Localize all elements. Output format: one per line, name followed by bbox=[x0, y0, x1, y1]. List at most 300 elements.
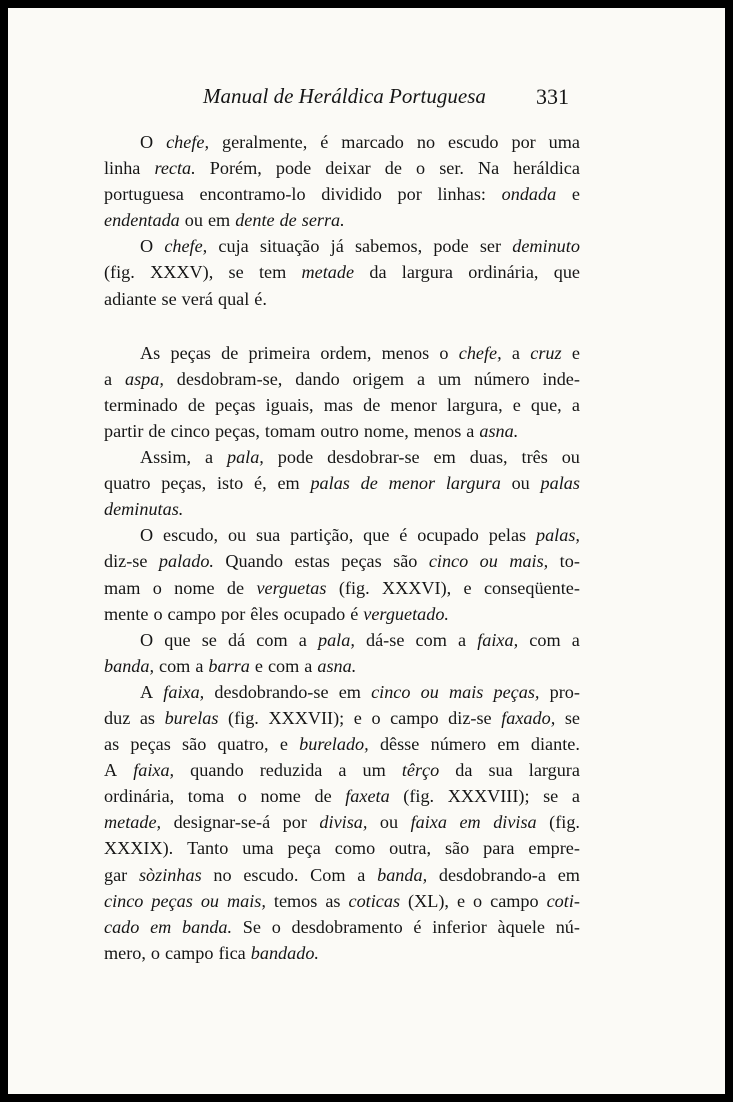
word: toma bbox=[187, 786, 225, 807]
word: palas, bbox=[535, 525, 580, 546]
word: e bbox=[571, 184, 580, 205]
word: pode bbox=[277, 447, 314, 468]
word: mais, bbox=[227, 890, 266, 911]
text-line bbox=[104, 155, 580, 181]
word: largura bbox=[528, 760, 580, 781]
text-line bbox=[104, 392, 580, 418]
text-line bbox=[104, 575, 580, 601]
word: número bbox=[474, 368, 530, 389]
word: pro- bbox=[549, 681, 580, 702]
word: e bbox=[463, 577, 472, 598]
word: de bbox=[187, 394, 206, 415]
word: número bbox=[430, 734, 487, 755]
word: o bbox=[152, 577, 162, 598]
word: de bbox=[226, 577, 245, 598]
word: cruz bbox=[530, 342, 562, 363]
word: é bbox=[399, 525, 408, 546]
word: ou bbox=[227, 525, 247, 546]
word: de bbox=[360, 473, 378, 494]
text-line bbox=[104, 496, 580, 522]
word: e bbox=[279, 734, 288, 755]
text-line bbox=[104, 862, 580, 888]
text-line bbox=[104, 940, 580, 966]
word: empre- bbox=[528, 838, 580, 859]
word: sabemos, bbox=[354, 236, 423, 257]
word: de bbox=[384, 158, 402, 179]
word: de bbox=[221, 342, 239, 363]
word: adiante bbox=[104, 288, 157, 309]
word: o bbox=[439, 342, 449, 363]
word: peças, bbox=[161, 473, 207, 494]
word: ocupado bbox=[417, 525, 479, 546]
word: verguetas bbox=[256, 577, 327, 598]
word: burelas bbox=[164, 707, 219, 728]
word: que, bbox=[530, 394, 562, 415]
word: já bbox=[330, 236, 344, 257]
word: êles bbox=[250, 603, 279, 624]
word: aspa, bbox=[124, 368, 164, 389]
word: se bbox=[543, 786, 559, 807]
word: deminuto bbox=[512, 236, 580, 257]
word: inferior bbox=[432, 916, 487, 937]
word: peças bbox=[341, 551, 382, 572]
text-line bbox=[104, 259, 580, 285]
word: (fig. bbox=[549, 812, 580, 833]
word: com bbox=[267, 655, 300, 676]
text-line bbox=[104, 548, 580, 574]
word: ordinária, bbox=[104, 786, 175, 807]
word: recta. bbox=[154, 158, 196, 179]
word: ou bbox=[561, 447, 580, 468]
word: asna. bbox=[479, 420, 519, 441]
word: são bbox=[182, 734, 207, 755]
word: asna. bbox=[317, 655, 357, 676]
word: menor bbox=[388, 473, 436, 494]
word: mais, bbox=[509, 551, 549, 572]
word: isto bbox=[216, 473, 244, 494]
word: palas bbox=[310, 473, 350, 494]
word: peça bbox=[287, 838, 321, 859]
text-line bbox=[104, 627, 580, 653]
word: se bbox=[564, 707, 580, 728]
word: dando bbox=[295, 368, 340, 389]
word: O bbox=[140, 525, 154, 546]
word: ordem, bbox=[320, 342, 372, 363]
word: cado bbox=[104, 916, 140, 937]
text-line bbox=[104, 470, 580, 496]
word: XXXIX). bbox=[104, 838, 174, 859]
word: pode bbox=[275, 158, 312, 179]
word: XXXVII); bbox=[268, 707, 345, 728]
word: que bbox=[363, 525, 390, 546]
word: em bbox=[459, 812, 481, 833]
word: partição, bbox=[290, 525, 354, 546]
word: a bbox=[466, 420, 475, 441]
word: é bbox=[413, 916, 422, 937]
word: o bbox=[416, 158, 426, 179]
word: a bbox=[304, 655, 313, 676]
word: Na bbox=[478, 158, 500, 179]
word: deixar bbox=[325, 158, 371, 179]
word: o bbox=[271, 916, 281, 937]
word: a bbox=[104, 368, 113, 389]
word: linhas: bbox=[437, 184, 486, 205]
word: endentada bbox=[104, 210, 180, 231]
word: diante. bbox=[530, 734, 580, 755]
word: nome, bbox=[363, 420, 409, 441]
word: são bbox=[444, 838, 470, 859]
word: estas bbox=[294, 551, 330, 572]
word: portuguesa bbox=[104, 184, 184, 205]
word: pode bbox=[433, 236, 469, 257]
word: peças bbox=[151, 890, 193, 911]
word: por bbox=[397, 184, 422, 205]
text-line bbox=[104, 207, 580, 233]
word: e bbox=[254, 655, 263, 676]
word: encontramo-lo bbox=[199, 184, 306, 205]
word: deminutas. bbox=[104, 499, 184, 520]
word: menos bbox=[413, 420, 462, 441]
word: o bbox=[237, 786, 247, 807]
word: as bbox=[104, 734, 120, 755]
word: dente bbox=[235, 210, 275, 231]
word: campo bbox=[390, 707, 439, 728]
text-line bbox=[104, 418, 580, 444]
word: se bbox=[201, 629, 217, 650]
word: peças, bbox=[493, 681, 540, 702]
word: com bbox=[529, 629, 561, 650]
word: a bbox=[511, 342, 520, 363]
word: sua bbox=[488, 760, 513, 781]
word: quatro, bbox=[217, 734, 269, 755]
word: o bbox=[371, 707, 381, 728]
word: peças bbox=[215, 394, 256, 415]
word: outra, bbox=[389, 838, 432, 859]
word: chefe, bbox=[458, 342, 502, 363]
word: ou bbox=[420, 681, 439, 702]
word: heráldica bbox=[513, 158, 580, 179]
word: nú- bbox=[555, 916, 580, 937]
word: Porém, bbox=[209, 158, 262, 179]
word: conseqüente- bbox=[483, 577, 580, 598]
word: qual bbox=[217, 288, 250, 309]
word: por bbox=[282, 812, 307, 833]
word: desdobrando-a bbox=[438, 864, 546, 885]
word: peças bbox=[170, 342, 211, 363]
word: faixa, bbox=[477, 629, 519, 650]
word: O bbox=[140, 236, 154, 257]
word: e bbox=[456, 890, 466, 911]
word: mam bbox=[104, 577, 141, 598]
word: dá-se bbox=[366, 629, 405, 650]
text-line bbox=[104, 286, 580, 312]
word: XXXV), bbox=[150, 262, 214, 283]
text-line bbox=[104, 914, 580, 940]
word: serra. bbox=[301, 210, 345, 231]
text-line bbox=[104, 835, 580, 861]
word: desdobrar-se bbox=[327, 447, 420, 468]
word: primeira bbox=[248, 342, 311, 363]
word: ondada bbox=[501, 184, 557, 205]
word: menos bbox=[381, 342, 430, 363]
word: de bbox=[148, 420, 166, 441]
word: cinco bbox=[371, 681, 411, 702]
word: bandado. bbox=[250, 942, 319, 963]
word: diz-se bbox=[104, 551, 148, 572]
word: o bbox=[473, 890, 483, 911]
word: faixa, bbox=[133, 760, 175, 781]
word: Assim, bbox=[140, 447, 192, 468]
text-line bbox=[104, 783, 580, 809]
word: dêsse bbox=[379, 734, 420, 755]
word: XXXVI), bbox=[381, 577, 452, 598]
word: com bbox=[159, 655, 191, 676]
word: ou bbox=[200, 890, 219, 911]
word: cinco bbox=[428, 551, 469, 572]
word: reduzida bbox=[259, 760, 323, 781]
running-title: Manual de Heráldica Portuguesa bbox=[203, 84, 486, 108]
word: coti- bbox=[546, 890, 580, 911]
word: coticas bbox=[348, 890, 401, 911]
word: e bbox=[353, 707, 362, 728]
word: como bbox=[334, 838, 376, 859]
word: faixa bbox=[410, 812, 447, 833]
word: O bbox=[140, 132, 154, 152]
word: faxado, bbox=[501, 707, 556, 728]
word: menor bbox=[390, 394, 437, 415]
word: terminado bbox=[104, 394, 178, 415]
word: a bbox=[571, 786, 580, 807]
word: designar-se-á bbox=[173, 812, 271, 833]
word: cinco bbox=[104, 890, 144, 911]
word: mais bbox=[448, 681, 484, 702]
word: as bbox=[325, 890, 341, 911]
word: e bbox=[512, 394, 521, 415]
word: situação bbox=[259, 236, 320, 257]
word: faixa, bbox=[163, 681, 205, 702]
word: palado. bbox=[158, 551, 214, 572]
word: tem bbox=[258, 262, 287, 283]
text-line bbox=[104, 233, 580, 259]
word: outro bbox=[320, 420, 359, 441]
word: desdobrando-se bbox=[214, 681, 329, 702]
word: palas bbox=[540, 473, 580, 494]
word: ou bbox=[479, 551, 498, 572]
word: peças, bbox=[214, 420, 260, 441]
word: a bbox=[571, 629, 580, 650]
word: duas, bbox=[469, 447, 508, 468]
word: largura bbox=[445, 473, 501, 494]
word: em bbox=[277, 473, 300, 494]
text-line bbox=[104, 366, 580, 392]
word: ou bbox=[511, 473, 530, 494]
word: é, bbox=[254, 473, 267, 494]
word: ser bbox=[479, 236, 502, 257]
word: cinco bbox=[170, 420, 210, 441]
word: linha bbox=[104, 158, 141, 179]
word: Tanto bbox=[187, 838, 229, 859]
word: desdobramento bbox=[291, 916, 403, 937]
word: escudo. bbox=[243, 864, 299, 885]
word: A bbox=[104, 760, 118, 781]
word: peças bbox=[130, 734, 171, 755]
word: a bbox=[458, 629, 467, 650]
word: geralmente, bbox=[221, 132, 308, 152]
word: (fig. bbox=[228, 707, 259, 728]
word: ocupado bbox=[283, 603, 346, 624]
word: se bbox=[228, 262, 244, 283]
word: sua bbox=[256, 525, 281, 546]
section-gap bbox=[104, 312, 580, 340]
word: XXXVIII); bbox=[447, 786, 530, 807]
word: inde- bbox=[542, 368, 580, 389]
word: Se bbox=[242, 916, 261, 937]
word: tomam bbox=[264, 420, 316, 441]
word: quando bbox=[190, 760, 244, 781]
word: com bbox=[415, 629, 447, 650]
word: a bbox=[204, 447, 214, 468]
word: um bbox=[362, 760, 386, 781]
text-line bbox=[104, 679, 580, 705]
word: (fig. bbox=[403, 786, 435, 807]
word: duz bbox=[104, 707, 131, 728]
word: banda, bbox=[377, 864, 428, 885]
word: três bbox=[521, 447, 548, 468]
word: nome bbox=[174, 577, 215, 598]
word: faxeta bbox=[345, 786, 390, 807]
text-line bbox=[104, 444, 580, 470]
word: gar bbox=[104, 864, 128, 885]
word: escudo bbox=[448, 132, 499, 152]
word: no bbox=[416, 132, 436, 152]
word: chefe, bbox=[166, 132, 210, 152]
word: cuja bbox=[218, 236, 249, 257]
word: campo bbox=[490, 890, 539, 911]
word: pelas bbox=[488, 525, 527, 546]
word: diz-se bbox=[448, 707, 492, 728]
word: partir bbox=[104, 420, 144, 441]
word: quatro bbox=[104, 473, 151, 494]
word: divisa, bbox=[319, 812, 368, 833]
word: escudo, bbox=[163, 525, 219, 546]
word: um bbox=[437, 368, 462, 389]
word: banda, bbox=[104, 655, 155, 676]
word: mas bbox=[323, 394, 353, 415]
word: verá bbox=[181, 288, 213, 309]
word: A bbox=[140, 681, 154, 702]
word: O bbox=[140, 629, 154, 650]
word: verguetado. bbox=[363, 603, 449, 624]
word: ou bbox=[184, 210, 203, 231]
word: temos bbox=[273, 890, 318, 911]
word: a bbox=[338, 760, 347, 781]
word: campo bbox=[165, 942, 214, 963]
word: nome bbox=[260, 786, 301, 807]
word: por bbox=[221, 603, 246, 624]
word: barra bbox=[208, 655, 250, 676]
text-line bbox=[104, 653, 580, 679]
word: a bbox=[195, 655, 204, 676]
word: to- bbox=[559, 551, 580, 572]
word: ou bbox=[379, 812, 399, 833]
word: de bbox=[314, 786, 332, 807]
word: por bbox=[511, 132, 536, 152]
word: mente bbox=[104, 603, 149, 624]
word: iguais, bbox=[265, 394, 314, 415]
word: a bbox=[357, 864, 366, 885]
word: Quando bbox=[225, 551, 284, 572]
word: são bbox=[393, 551, 418, 572]
word: as bbox=[139, 707, 155, 728]
word: pala, bbox=[317, 629, 355, 650]
word: uma bbox=[548, 132, 580, 152]
book-page bbox=[8, 8, 725, 1094]
word: em bbox=[433, 447, 456, 468]
body-text bbox=[104, 129, 580, 966]
word: pala, bbox=[226, 447, 264, 468]
word: em bbox=[207, 210, 231, 231]
text-line bbox=[104, 340, 580, 366]
word: ordinária, bbox=[468, 262, 539, 283]
page-number: 331 bbox=[536, 84, 569, 109]
word: em bbox=[338, 681, 361, 702]
word: da bbox=[455, 760, 473, 781]
word: As bbox=[140, 342, 161, 363]
word: (fig. bbox=[104, 262, 135, 283]
word: fica bbox=[218, 942, 246, 963]
word: banda. bbox=[182, 916, 233, 937]
word: em bbox=[497, 734, 520, 755]
word: sòzinhas bbox=[138, 864, 202, 885]
word: largura bbox=[401, 262, 453, 283]
word: da bbox=[369, 262, 387, 283]
word: é bbox=[350, 603, 359, 624]
text-line bbox=[104, 601, 580, 627]
word: mero, bbox=[104, 942, 146, 963]
word: divisa bbox=[493, 812, 537, 833]
text-line bbox=[104, 705, 580, 731]
word: desdobram-se, bbox=[176, 368, 283, 389]
word: é bbox=[320, 132, 329, 152]
word: burelado, bbox=[299, 734, 369, 755]
word: o bbox=[153, 603, 163, 624]
page-header bbox=[8, 84, 725, 114]
word: campo bbox=[167, 603, 217, 624]
text-line bbox=[104, 757, 580, 783]
word: em bbox=[150, 916, 172, 937]
word: largura, bbox=[446, 394, 503, 415]
word: a bbox=[416, 368, 426, 389]
word: uma bbox=[242, 838, 274, 859]
word: (fig. bbox=[338, 577, 370, 598]
word: a bbox=[298, 629, 307, 650]
word: marcado bbox=[341, 132, 404, 152]
text-line bbox=[104, 809, 580, 835]
word: com bbox=[256, 629, 288, 650]
text-line bbox=[104, 731, 580, 757]
word: dá bbox=[227, 629, 246, 650]
word: origem bbox=[352, 368, 405, 389]
text-line bbox=[104, 888, 580, 914]
word: em bbox=[557, 864, 580, 885]
word: de bbox=[363, 394, 381, 415]
word: têrço bbox=[401, 760, 440, 781]
word: e bbox=[571, 342, 580, 363]
word: ser. bbox=[439, 158, 464, 179]
text-line bbox=[104, 522, 580, 548]
word: para bbox=[483, 838, 515, 859]
word: dividido bbox=[321, 184, 382, 205]
